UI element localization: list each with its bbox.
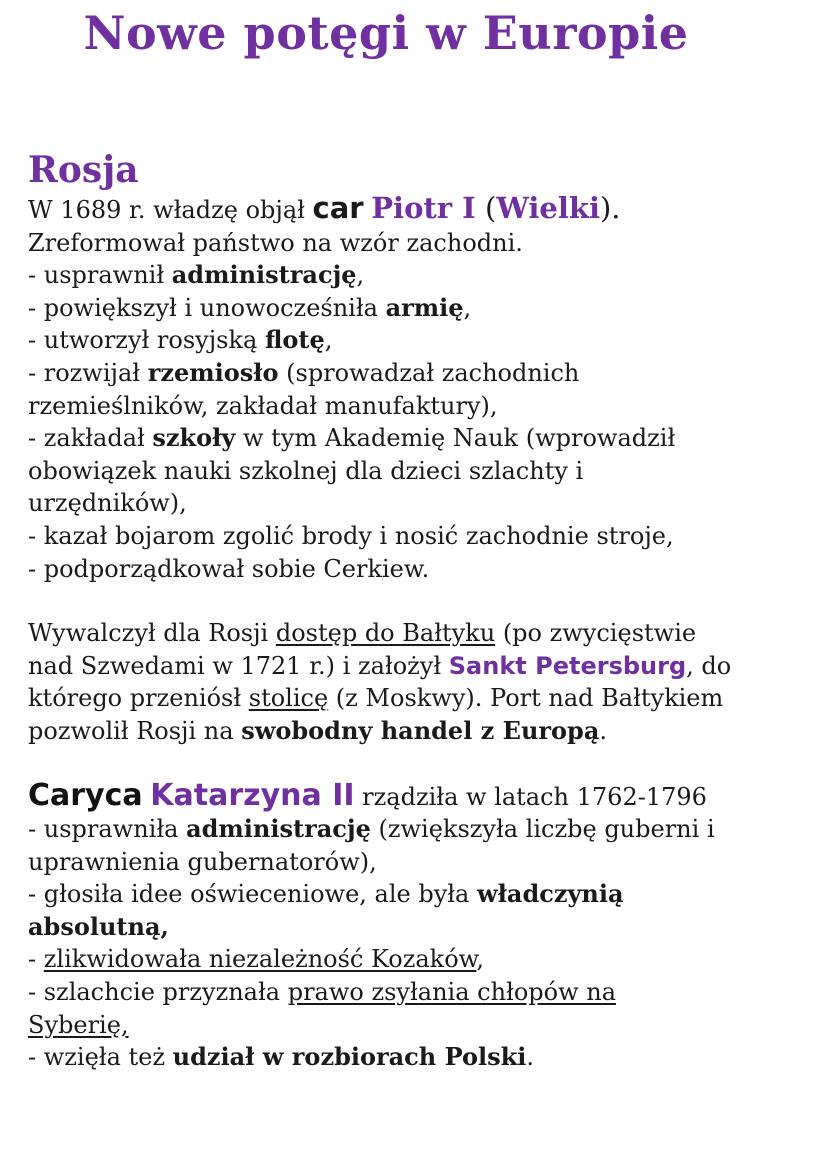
text-fragment: - usprawniła (28, 815, 187, 844)
text-fragment: - głosiła idee oświeceniowe, ale była (28, 880, 477, 909)
piotr-section (28, 192, 818, 585)
text-fragment: . (526, 1043, 535, 1072)
text-fragment: w tym Akademię Nauk (wprowadził (235, 424, 676, 453)
list-item: - podporządkował sobie Cerkiew. (28, 554, 430, 583)
paren-close: ). (599, 191, 621, 225)
katarzyna-name: Katarzyna II (150, 777, 355, 813)
paragraph-line (28, 715, 818, 748)
list-item-continuation: uprawnienia gubernatorów), (28, 847, 377, 876)
text-fragment: , do (686, 651, 732, 680)
text-fragment: którego przeniósł (28, 684, 249, 713)
text-fragment: - zakładał (28, 424, 153, 453)
text-fragment: (po zwycięstwie (495, 619, 697, 648)
piotr-reform-line: Zreformował państwo na wzór zachodni. (28, 228, 523, 257)
text-fragment: - powiększył i unowocześniła (28, 293, 386, 322)
bold-term: administrację (186, 814, 371, 844)
underlined-term: Syberię, (28, 1010, 129, 1039)
page-title: Nowe potęgi w Europie (83, 6, 689, 60)
document-body (28, 148, 818, 1074)
text-fragment: - usprawnił (28, 261, 172, 290)
text-fragment: , (476, 945, 485, 974)
katarzyna-heading-line (28, 777, 818, 814)
text-fragment: pozwolił Rosji na (28, 716, 242, 745)
reign-text: rządziła w latach 1762-1796 (354, 782, 707, 811)
text-fragment: - rozwijał (28, 358, 148, 387)
text-fragment: (sprowadzał zachodnich (278, 358, 580, 387)
text-fragment: nad Szwedami w 1721 r.) i założył (28, 651, 449, 680)
list-item (28, 422, 818, 455)
underlined-term: dostęp do Bałtyku (275, 619, 496, 648)
text-fragment: - (28, 945, 44, 974)
bold-term: absolutną, (28, 911, 169, 941)
text-fragment: (z Moskwy). Port nad Bałtykiem (328, 684, 724, 713)
spacer (28, 585, 818, 617)
bold-term: administrację (171, 260, 357, 290)
list-item (28, 292, 818, 325)
bold-term: rzemiosło (147, 357, 279, 387)
car-word: car (312, 191, 364, 225)
piotr-name: Piotr I (371, 191, 476, 225)
list-item-continuation (28, 1009, 818, 1042)
wielki-epithet: Wielki (496, 191, 600, 225)
list-item (28, 357, 818, 390)
text-fragment: - szlachcie przyznała (28, 978, 288, 1007)
list-item (28, 259, 818, 292)
underlined-term: prawo zsyłania chłopów na (287, 978, 617, 1007)
text-fragment: - wzięła też (28, 1043, 173, 1072)
list-item-continuation: rzemieślników, zakładał manufaktury), (28, 391, 498, 420)
paragraph-line (28, 650, 818, 683)
list-item: - kazał bojarom zgolić brody i nosić zachodnie stroje, (28, 521, 674, 550)
underlined-term: stolicę (248, 684, 329, 713)
bold-term: szkoły (152, 423, 236, 453)
text-fragment: . (599, 716, 608, 745)
list-item-continuation: obowiązek nauki szkolnej dla dzieci szlachty i (28, 456, 584, 485)
spacer (28, 748, 818, 780)
section-heading-rosja: Rosja (28, 149, 139, 191)
list-item (28, 878, 818, 911)
text-fragment: , (324, 326, 333, 355)
text-fragment: , (463, 293, 472, 322)
paragraph-line (28, 617, 818, 650)
text-fragment: (zwiększyła liczbę guberni i (370, 815, 715, 844)
paragraph-line (28, 682, 818, 715)
sankt-petersburg: Sankt Petersburg (448, 651, 687, 680)
bold-term: władczynią (477, 879, 624, 909)
text-fragment: - utworzył rosyjską (28, 326, 265, 355)
list-item-continuation (28, 911, 818, 944)
paren-open: ( (475, 191, 497, 225)
list-item (28, 976, 818, 1009)
bold-term: swobodny handel z Europą (241, 715, 600, 745)
list-item-continuation: urzędników), (28, 489, 187, 518)
caryca-word: Caryca (28, 777, 143, 813)
list-item (28, 324, 818, 357)
bold-term: udział w rozbiorach Polski (172, 1042, 527, 1072)
bold-term: flotę (264, 325, 325, 355)
text-fragment: W 1689 r. władzę objął (28, 196, 313, 224)
bold-term: armię (385, 292, 464, 322)
text-fragment: Wywalczył dla Rosji (28, 619, 276, 648)
list-item (28, 813, 818, 846)
underlined-term: zlikwidowała niezależność Kozaków (43, 945, 477, 974)
katarzyna-section (28, 777, 818, 1074)
baltic-paragraph (28, 617, 818, 747)
list-item (28, 943, 818, 976)
text-fragment: , (356, 261, 365, 290)
piotr-intro-line (28, 192, 818, 227)
list-item (28, 1041, 818, 1074)
